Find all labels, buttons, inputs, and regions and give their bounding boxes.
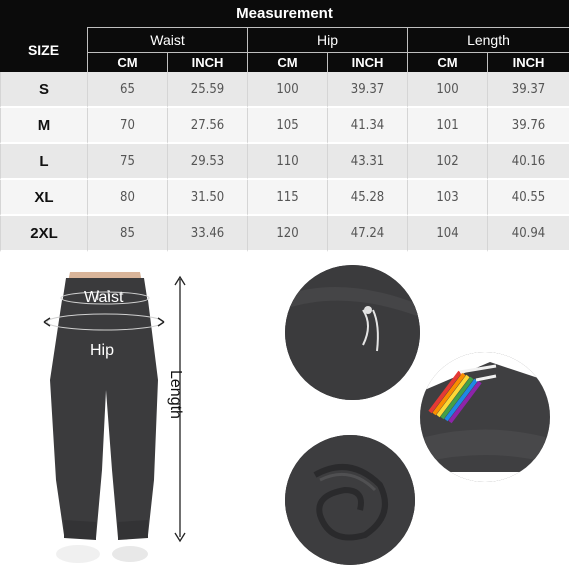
value-cell: 43.31: [327, 144, 407, 180]
value-cell: 70: [87, 108, 167, 144]
pants-illustration: [30, 270, 180, 570]
value-cell: 39.76: [487, 108, 569, 144]
waistband-detail-photo: [285, 265, 420, 400]
value-cell: 31.50: [167, 180, 247, 216]
waist-group-header: Waist: [87, 27, 247, 52]
value-cell: 115: [247, 180, 327, 216]
length-cm-header: CM: [407, 52, 487, 72]
table-row: [0, 180, 569, 216]
waist-cm-header: CM: [87, 52, 167, 72]
size-cell: M: [0, 108, 87, 144]
value-cell: 39.37: [327, 72, 407, 108]
value-cell: 101: [407, 108, 487, 144]
waistband-detail-drawing: [285, 265, 420, 400]
size-column-header: SIZE: [0, 27, 87, 72]
value-cell: 41.34: [327, 108, 407, 144]
cuff-stripe-detail-drawing: [420, 352, 550, 482]
table-title: Measurement: [0, 0, 569, 27]
value-cell: 47.24: [327, 216, 407, 252]
value-cell: 120: [247, 216, 327, 252]
value-cell: 40.16: [487, 144, 569, 180]
hip-group-header: Hip: [247, 27, 407, 52]
size-cell: S: [0, 72, 87, 108]
waist-inch-header: INCH: [167, 52, 247, 72]
size-cell: L: [0, 144, 87, 180]
length-label: Length: [167, 370, 184, 419]
hip-label: Hip: [90, 342, 115, 359]
size-chart-table: [0, 0, 569, 252]
value-cell: 105: [247, 108, 327, 144]
value-cell: 40.94: [487, 216, 569, 252]
value-cell: 33.46: [167, 216, 247, 252]
value-cell: 45.28: [327, 180, 407, 216]
value-cell: 102: [407, 144, 487, 180]
value-cell: 104: [407, 216, 487, 252]
value-cell: 29.53: [167, 144, 247, 180]
table-row: [0, 144, 569, 180]
value-cell: 65: [87, 72, 167, 108]
value-cell: 40.55: [487, 180, 569, 216]
length-inch-header: INCH: [487, 52, 569, 72]
cuff-stripe-detail-photo: [420, 352, 550, 482]
table-row: [0, 108, 569, 144]
value-cell: 39.37: [487, 72, 569, 108]
length-group-header: Length: [407, 27, 569, 52]
table-row: [0, 216, 569, 252]
value-cell: 85: [87, 216, 167, 252]
waist-label: Waist: [84, 289, 124, 306]
value-cell: 75: [87, 144, 167, 180]
value-cell: 110: [247, 144, 327, 180]
value-cell: 27.56: [167, 108, 247, 144]
value-cell: 103: [407, 180, 487, 216]
hip-inch-header: INCH: [327, 52, 407, 72]
table-row: [0, 72, 569, 108]
hip-cm-header: CM: [247, 52, 327, 72]
value-cell: 100: [247, 72, 327, 108]
fabric-detail-drawing: [285, 435, 415, 565]
size-cell: 2XL: [0, 216, 87, 252]
value-cell: 80: [87, 180, 167, 216]
size-cell: XL: [0, 180, 87, 216]
fabric-detail-photo: [285, 435, 415, 565]
value-cell: 25.59: [167, 72, 247, 108]
value-cell: 100: [407, 72, 487, 108]
